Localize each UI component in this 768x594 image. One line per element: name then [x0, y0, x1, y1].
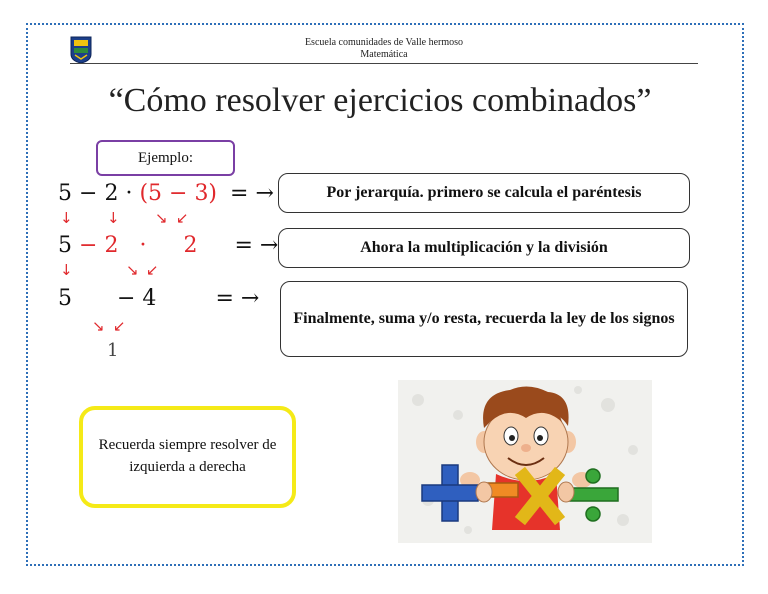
eq2-op2: · — [139, 233, 147, 258]
boy-math-symbols-image — [398, 380, 652, 543]
arrow-down-icon: ↓ — [107, 209, 120, 227]
arrow-down-left-icon: ↙ — [113, 317, 126, 335]
example-label: Ejemplo: — [96, 140, 235, 176]
arrow-down-icon: ↓ — [60, 261, 73, 279]
arrow-down-right-icon: ↘ — [126, 261, 139, 279]
eq2-b: 2 — [104, 233, 119, 258]
eq1-tail: = → — [230, 181, 274, 206]
eq2-op1: − — [79, 233, 98, 258]
eq3-tail: = → — [215, 286, 260, 311]
equation-row-1 — [58, 181, 274, 206]
eq3-b: − 4 — [117, 286, 157, 311]
eq1-op1: − — [79, 181, 98, 206]
eq1-a: 5 — [58, 181, 72, 206]
equation-row-2 — [58, 233, 278, 258]
arrow-down-right-icon: ↘ — [155, 209, 168, 227]
equation-result: 1 — [107, 340, 119, 361]
step-box-2: Ahora la multiplicación y la división — [278, 228, 690, 268]
page-title: “Cómo resolver ejercicios combinados” — [108, 82, 652, 119]
arrow-down-icon: ↓ — [60, 209, 73, 227]
header-divider — [70, 63, 698, 64]
step-box-1: Por jerarquía. primero se calcula el paréntesis — [278, 173, 690, 213]
arrow-down-left-icon: ↙ — [146, 261, 159, 279]
arrow-down-left-icon: ↙ — [176, 209, 189, 227]
subject-name: Matemática — [360, 49, 408, 60]
school-name: Escuela comunidades de Valle hermoso — [304, 37, 464, 48]
eq1-op2: · — [125, 181, 133, 206]
reminder-box: Recuerda siempre resolver de izquierda a derecha — [79, 406, 296, 508]
step-box-3: Finalmente, suma y/o resta, recuerda la ley de los signos — [280, 281, 688, 357]
equation-row-3 — [58, 286, 259, 311]
eq2-c: 2 — [183, 233, 198, 258]
eq2-tail: = → — [234, 233, 279, 258]
arrow-down-right-icon: ↘ — [92, 317, 105, 335]
eq2-a: 5 — [58, 233, 72, 258]
eq3-a: 5 — [58, 286, 72, 311]
eq1-b: 2 — [104, 181, 119, 206]
eq1-parenthesis: (5 − 3) — [139, 181, 218, 206]
